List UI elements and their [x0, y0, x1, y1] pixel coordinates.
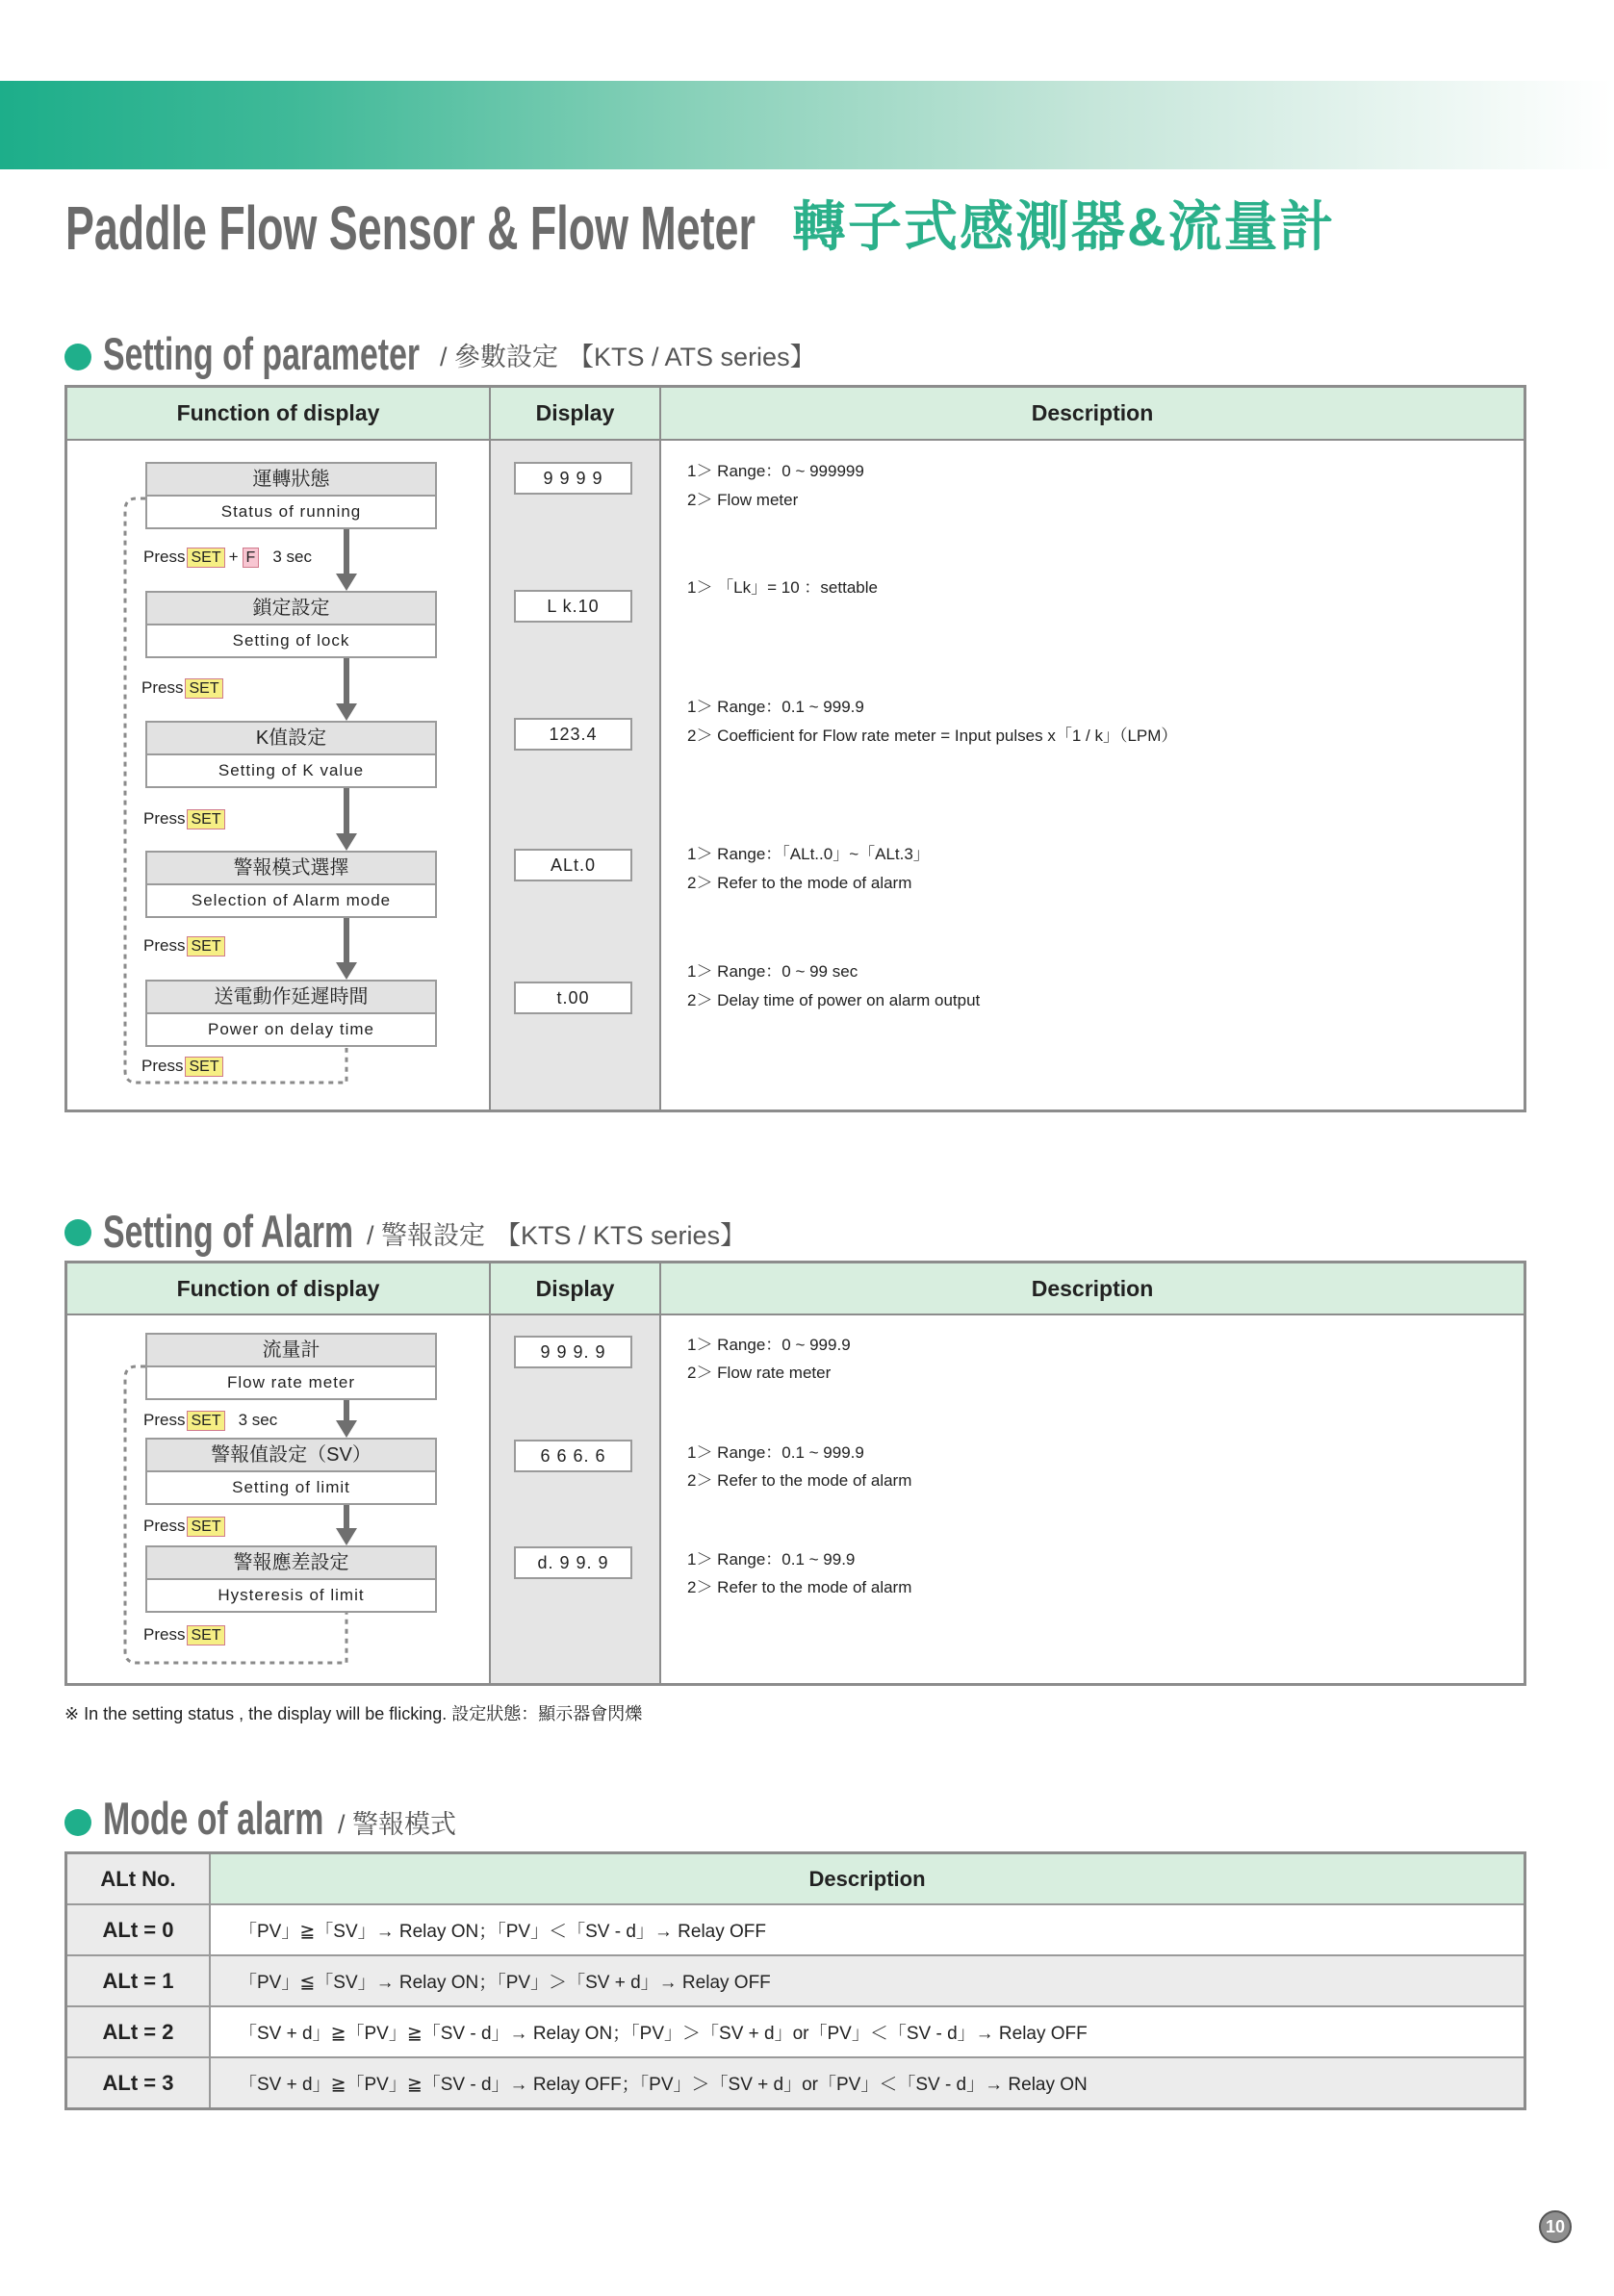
- table-row: [67, 1954, 1524, 2005]
- down-arrow-icon: [336, 658, 357, 721]
- press-label: Press: [143, 1625, 186, 1644]
- flow-step-status-of-running: [145, 462, 437, 529]
- section-bullet: [64, 1219, 91, 1246]
- flow-step-title-zh: 鎖定設定: [147, 593, 435, 625]
- step-description: [687, 457, 864, 515]
- table-header: [67, 388, 1524, 441]
- step-description: [687, 840, 930, 898]
- set-key: SET: [187, 809, 224, 829]
- table-row: [67, 1903, 1524, 1954]
- column-divider: [489, 388, 491, 1110]
- step-description: [687, 1439, 911, 1494]
- alarm-mode-description: 「PV」≦「SV」→ Relay ON；「PV」＞「SV + d」→ Relay OFF: [211, 1956, 1524, 2005]
- description-line: 1＞ Range：0 ~ 99 sec: [687, 962, 858, 981]
- flow-step-title-en: Power on delay time: [207, 1020, 375, 1038]
- table-header: [67, 1263, 1524, 1315]
- alarm-mode-number: ALt = 2: [67, 2007, 209, 2056]
- column-divider: [659, 388, 661, 1110]
- press-label: Press: [143, 936, 186, 955]
- column-header-display: Display: [535, 400, 615, 425]
- set-key: SET: [187, 1625, 224, 1645]
- column-divider: [489, 1263, 491, 1683]
- section-bullet: [64, 1809, 91, 1836]
- section-subtitle-parameter: [440, 344, 816, 370]
- step-description: [687, 957, 980, 1015]
- alarm-mode-description: 「SV + d」≧「PV」≧「SV - d」→ Relay ON；「PV」＞「SV + d」or「PV」＜「SV - d」→ Relay OFF: [211, 2007, 1524, 2056]
- press-instruction: [143, 935, 225, 957]
- description-line: 2＞ Flow rate meter: [687, 1364, 832, 1382]
- section-title-parameter: Setting of parameter: [103, 328, 421, 379]
- description-line: 1＞ Range：0 ~ 999.9: [687, 1336, 851, 1354]
- flow-step-selection-of-alarm-mode: [145, 851, 437, 918]
- set-key: SET: [187, 1517, 224, 1537]
- display-readout: ALt.0: [514, 849, 632, 881]
- column-header-description: Description: [211, 1854, 1524, 1903]
- set-key: SET: [185, 1057, 222, 1077]
- flow-step-title-en: Hysteresis of limit: [218, 1586, 365, 1604]
- down-arrow-icon: [336, 1505, 357, 1545]
- display-readout: 6 6 6. 6: [514, 1440, 632, 1472]
- section-subtitle-alarm: [367, 1223, 746, 1249]
- press-label: Press: [141, 1057, 184, 1075]
- press-instruction: [143, 547, 312, 568]
- flow-step-setting-of-limit: [145, 1438, 437, 1505]
- set-key: SET: [185, 678, 222, 699]
- display-readout: 123.4: [514, 718, 632, 751]
- flow-step-setting-of-k-value: [145, 721, 437, 788]
- description-line: 2＞ Refer to the mode of alarm: [687, 1471, 912, 1490]
- down-arrow-icon: [336, 918, 357, 980]
- flow-step-flow-rate-meter: [145, 1333, 437, 1400]
- section-series: 【KTS / ATS series】: [568, 343, 816, 371]
- column-divider: [659, 1263, 661, 1683]
- header-banner: [0, 81, 1614, 169]
- flow-step-title-en: Setting of lock: [232, 631, 350, 650]
- description-line: 1＞ Range：0.1 ~ 999.9: [687, 698, 864, 716]
- step-description: [687, 574, 878, 602]
- description-line: 2＞ Flow meter: [687, 491, 799, 509]
- press-label: Press: [143, 809, 186, 828]
- step-description: [687, 1545, 911, 1601]
- display-readout: d. 9 9. 9: [514, 1546, 632, 1579]
- alarm-mode-description: 「SV + d」≧「PV」≧「SV - d」→ Relay OFF；「PV」＞「SV + d」or「PV」＜「SV - d」→ Relay ON: [211, 2058, 1524, 2107]
- flow-step-title-zh: 警報值設定（SV）: [147, 1440, 435, 1472]
- flow-step-hysteresis-of-limit: [145, 1545, 437, 1613]
- flow-step-title-zh: 送電動作延遲時間: [147, 982, 435, 1014]
- alarm-mode-number: ALt = 3: [67, 2058, 209, 2107]
- table-row: [67, 2056, 1524, 2107]
- section-series: 【KTS / KTS series】: [495, 1221, 747, 1250]
- table-row: [67, 2005, 1524, 2056]
- press-label: Press: [143, 548, 186, 566]
- section-title-alarm: Setting of Alarm: [103, 1206, 354, 1257]
- description-line: 2＞ Coefficient for Flow rate meter = Input pulses x「1 / k」（LPM）: [687, 727, 1178, 745]
- alarm-mode-description: 「PV」≧「SV」→ Relay ON；「PV」＜「SV - d」→ Relay OFF: [211, 1905, 1524, 1954]
- alarm-mode-number: ALt = 1: [67, 1956, 209, 2005]
- page-title-chinese: 轉子式感測器&流量計: [792, 196, 1336, 257]
- press-instruction: [143, 1410, 277, 1431]
- section-title-mode: Mode of alarm: [103, 1793, 324, 1844]
- flow-step-title-en: Status of running: [220, 502, 362, 521]
- flow-step-power-on-delay-time: [145, 980, 437, 1047]
- description-line: 2＞ Refer to the mode of alarm: [687, 1578, 912, 1596]
- flow-step-title-en: Setting of K value: [218, 761, 365, 779]
- description-line: 1＞ Range：0.1 ~ 999.9: [687, 1443, 864, 1462]
- f-key: F: [243, 548, 260, 568]
- description-line: 1＞ 「Lk」= 10 ：settable: [687, 578, 878, 597]
- flow-step-title-en: Flow rate meter: [226, 1373, 356, 1391]
- step-description: [687, 693, 1177, 751]
- section-subtitle-zh: / 警報設定: [367, 1221, 486, 1250]
- plus-sign: +: [228, 548, 239, 566]
- column-divider: [209, 1854, 211, 2107]
- display-readout: L k.10: [514, 590, 632, 623]
- flow-step-title-zh: 流量計: [147, 1335, 435, 1367]
- press-instruction: [141, 1056, 223, 1077]
- description-line: 1＞ Range：0 ~ 999999: [687, 462, 864, 480]
- hold-duration: 3 sec: [272, 548, 312, 566]
- column-header-description: Description: [1031, 400, 1154, 425]
- description-line: 2＞ Refer to the mode of alarm: [687, 874, 912, 892]
- description-line: 2＞ Delay time of power on alarm output: [687, 991, 981, 1009]
- flow-step-title-zh: K值設定: [147, 723, 435, 755]
- display-readout: 9 9 9. 9: [514, 1336, 632, 1368]
- display-readout: 9 9 9 9: [514, 462, 632, 495]
- section-subtitle-mode: [338, 1812, 456, 1838]
- step-description: [687, 1331, 851, 1387]
- alarm-mode-number: ALt = 0: [67, 1905, 209, 1954]
- press-instruction: [143, 1624, 225, 1645]
- section-bullet: [64, 344, 91, 370]
- flow-step-title-zh: 運轉狀態: [147, 464, 435, 497]
- page-title: Paddle Flow Sensor & Flow Meter: [65, 193, 756, 263]
- column-header-description: Description: [1031, 1275, 1154, 1301]
- column-header-function: Function of display: [176, 1275, 380, 1301]
- section-subtitle-zh: / 參數設定: [440, 343, 559, 371]
- column-header-function: Function of display: [176, 400, 380, 425]
- column-header-alt-number: ALt No.: [67, 1854, 209, 1903]
- set-key: SET: [187, 1411, 224, 1431]
- description-line: 1＞ Range：0.1 ~ 99.9: [687, 1550, 856, 1569]
- down-arrow-icon: [336, 529, 357, 591]
- flow-step-title-en: Setting of limit: [232, 1478, 350, 1496]
- description-line: 1＞ Range：「ALt..0」~「ALt.3」: [687, 845, 930, 863]
- flow-step-title-zh: 警報模式選擇: [147, 853, 435, 885]
- flow-step-setting-of-lock: [145, 591, 437, 658]
- page-number-badge: 10: [1539, 2210, 1572, 2243]
- display-column-background: [491, 1315, 659, 1683]
- alarm-mode-table: [64, 1851, 1526, 2110]
- flow-step-title-en: Selection of Alarm mode: [191, 891, 392, 909]
- flow-step-title-zh: 警報應差設定: [147, 1547, 435, 1580]
- press-instruction: [143, 1516, 225, 1537]
- press-instruction: [141, 677, 223, 699]
- column-header-display: Display: [535, 1275, 615, 1301]
- display-readout: t.00: [514, 982, 632, 1014]
- set-key: SET: [187, 548, 224, 568]
- set-key: SET: [187, 936, 224, 957]
- press-label: Press: [143, 1411, 186, 1429]
- down-arrow-icon: [336, 788, 357, 851]
- setting-status-note: ※ In the setting status , the display will be flicking. 設定狀態：顯示器會閃爍: [64, 1704, 643, 1723]
- hold-duration: 3 sec: [238, 1411, 278, 1429]
- press-instruction: [143, 808, 225, 829]
- section-subtitle-zh: / 警報模式: [338, 1810, 457, 1839]
- press-label: Press: [141, 678, 184, 697]
- down-arrow-icon: [336, 1400, 357, 1438]
- press-label: Press: [143, 1517, 186, 1535]
